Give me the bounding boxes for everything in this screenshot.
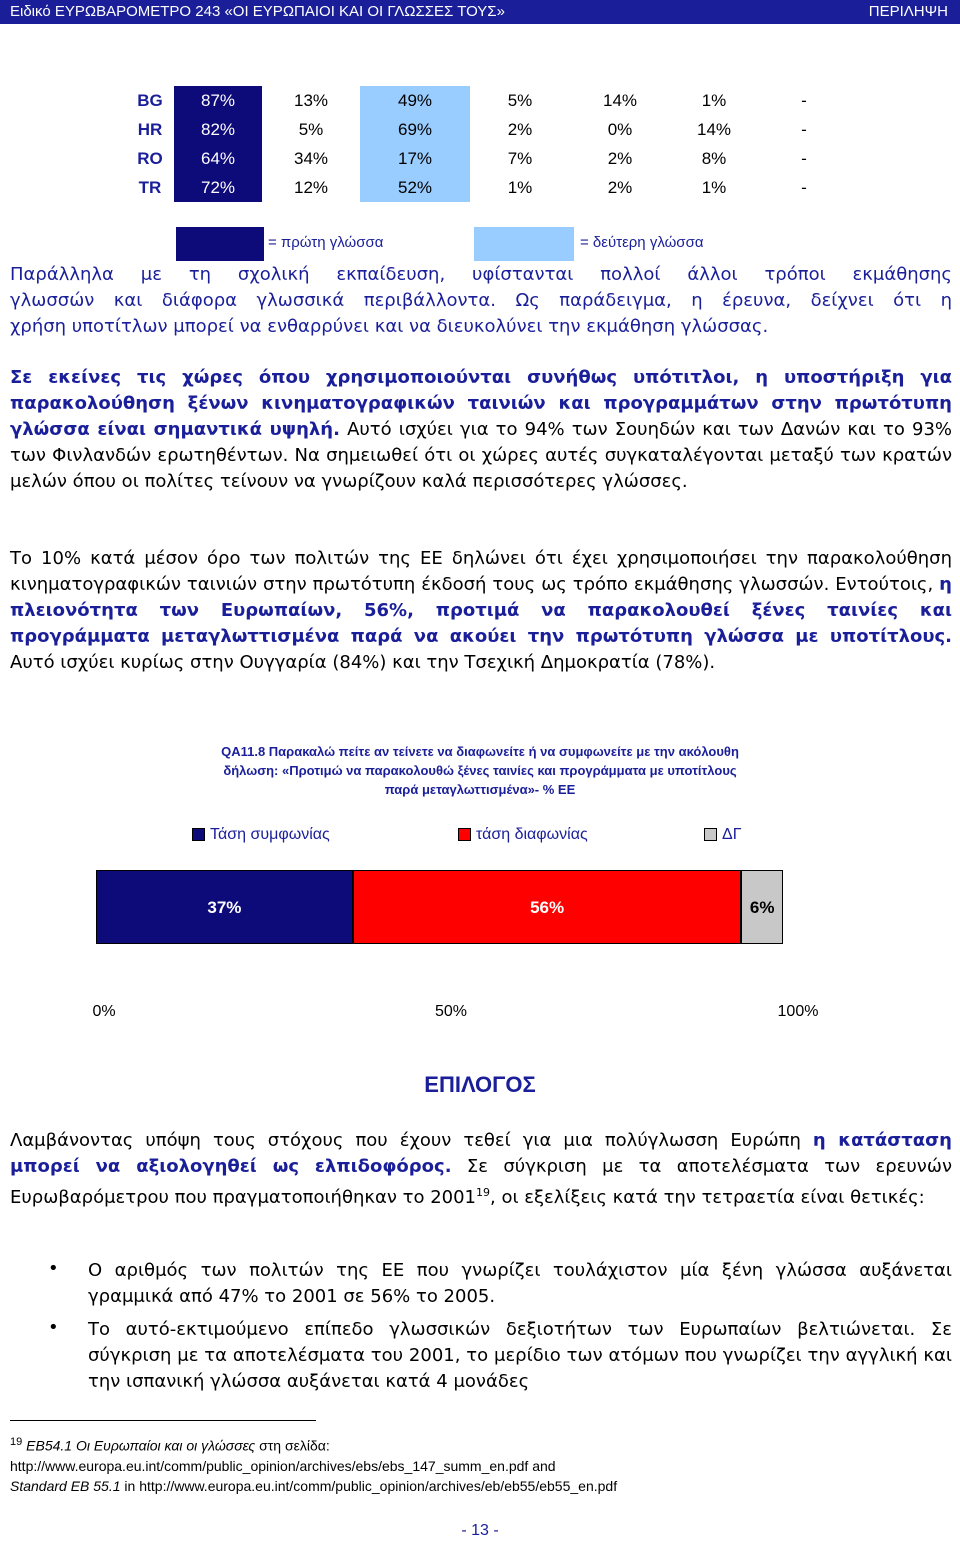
bullet-item-1: Ο αριθμός των πολιτών της ΕΕ που γνωρίζει τουλάχιστον μία ξένη γλώσσα αυξάνεται γραμμικά από 47% το 2001 σε 56% το 2005. — [88, 1260, 952, 1307]
footnote-rule — [10, 1420, 316, 1421]
legend-dk-label: ΔΓ — [722, 826, 742, 843]
header-title: Ειδικό ΕΥΡΩΒΑΡΟΜΕΤΡΟ 243 «ΟΙ ΕΥΡΩΠΑΙΟΙ ΚΑΙ ΟΙ ΓΛΩΣΣΕΣ ΤΟΥΣ» — [10, 3, 505, 20]
footnote-in: in — [120, 1477, 140, 1494]
bar-segment — [741, 870, 783, 944]
bar-value-label: 37% — [207, 898, 242, 917]
question-line3: παρά μεταγλωττισμένα»- % ΕΕ — [384, 782, 576, 797]
para3-start: Το 10% κατά μέσον όρο των πολιτών της ΕΕ δηλώνει ότι έχει χρησιμοποιήσει την παρακολούθηση κινηματογραφικών ταινιών στην πρωτότυπη έκδοσή τους ως τρόπο εκμάθησης γλωσσών. Εντούτοις, — [10, 548, 952, 595]
bar-value-label: 6% — [749, 898, 775, 917]
second-language-swatch — [474, 227, 574, 261]
legend-disagree-swatch — [458, 828, 471, 841]
bullet-dot-1: • — [48, 1258, 59, 1279]
legend-dk-swatch — [704, 828, 717, 841]
table-cell: 1% — [701, 90, 727, 110]
first-language-swatch — [176, 227, 264, 261]
para2-rest: Αυτό ισχύει για το 94% των Σουηδών και των Δανών και το 93% των Φινλανδών ερωτηθέντων. Να σημειωθεί ότι οι χώρες αυτές συγκαταλέγονται μεταξύ των κρατών μελών όπου οι πολίτες τείνουν να γνωρίζουν καλά περισσότερες γλώσσες. — [10, 419, 953, 492]
table-cell: 7% — [507, 148, 533, 168]
epilogue-title: ΕΠΙΛΟΓΟΣ — [424, 1072, 536, 1097]
table-cell: 5% — [298, 119, 324, 139]
footnote-title: EB54.1 Οι Ευρωπαίοι και οι γλώσσες — [26, 1437, 256, 1454]
country-code: HR — [137, 119, 163, 139]
footnote — [10, 1432, 950, 1496]
table-cell: 82% — [174, 115, 262, 144]
footnote-link-2[interactable]: http://www.europa.eu.int/comm/public_opinion/archives/eb/eb55/eb55_en.pdf — [139, 1477, 618, 1494]
chart-question — [110, 742, 850, 799]
page-number: - 13 - — [461, 1522, 499, 1539]
para3-end: Αυτό ισχύει κυρίως στην Ουγγαρία (84%) και την Τσεχική Δημοκρατία (78%). — [10, 652, 716, 673]
country-code: RO — [137, 148, 163, 168]
legend-disagree-label: τάση διαφωνίας — [476, 826, 588, 843]
table-cell: 2% — [607, 177, 633, 197]
page-header — [0, 0, 960, 24]
table-cell: 64% — [174, 144, 262, 173]
table-cell: 14% — [602, 90, 638, 110]
table-cell: 13% — [293, 90, 329, 110]
legend-disagree — [458, 826, 588, 844]
paragraph-subtitles-intro — [10, 262, 952, 340]
paragraph-subtitle-countries — [10, 365, 952, 495]
table-cell: 72% — [174, 173, 262, 202]
axis-tick-label: 100% — [777, 1003, 819, 1020]
bullet-item-2: Το αυτό-εκτιμούμενο επίπεδο γλωσσικών δεξιοτήτων των Ευρωπαίων βελτιώνεται. Σε σύγκριση με τα αποτελέσματα του 2001, το μερίδιο των ατόμων που γνωρίζει την αγγλική και την ισπανική γλώσσα αυξάνεται κατά 4 μονάδες — [88, 1319, 952, 1392]
table-row — [126, 144, 850, 173]
footnote-ref: 19 — [476, 1186, 491, 1199]
legend-agree-swatch — [192, 828, 205, 841]
table-cell: 5% — [507, 90, 533, 110]
para2-bold: Σε εκείνες τις χώρες όπου χρησιμοποιούνται συνήθως υπότιτλοι, η υποστήριξη για παρακολούθηση ξένων κινηματογραφικών ταινιών και προγραμμάτων στην πρωτότυπη γλώσσα είναι σημαντικά υψηλή. — [10, 367, 952, 440]
country-code: BG — [137, 90, 163, 110]
legend-dk — [704, 826, 742, 844]
table-cell: 1% — [701, 177, 727, 197]
epilogue-bold: η κατάσταση μπορεί να αξιολογηθεί ως ελπιδοφόρος. — [10, 1130, 952, 1177]
epilogue-end: , οι εξελίξεις κατά την τετραετία είναι θετικές: — [490, 1187, 925, 1208]
table-cell: 17% — [360, 144, 470, 173]
footnote-after-title: στη σελίδα: — [255, 1437, 330, 1454]
table-cell: 8% — [701, 148, 727, 168]
table-cell: 1% — [507, 177, 533, 197]
table-cell: - — [801, 177, 807, 197]
table-cell: - — [801, 90, 807, 110]
bar-segment — [96, 870, 353, 944]
first-language-label: = πρώτη γλώσσα — [268, 234, 384, 251]
table-row — [126, 86, 850, 115]
table-row — [126, 173, 850, 202]
table-cell: - — [801, 148, 807, 168]
second-language-label: = δεύτερη γλώσσα — [580, 234, 704, 251]
language-table — [126, 86, 850, 202]
paragraph-dubbing-preference — [10, 546, 952, 676]
header-section: ΠΕΡΙΛΗΨΗ — [868, 3, 948, 20]
bullet-dot-2: • — [48, 1317, 59, 1338]
table-cell: 52% — [360, 173, 470, 202]
table-cell: 2% — [607, 148, 633, 168]
epilogue-paragraph — [10, 1128, 952, 1211]
table-cell: 34% — [293, 148, 329, 168]
bar-value-label: 56% — [530, 898, 565, 917]
footnote-standard: Standard EB 55.1 — [10, 1477, 121, 1494]
bar-segment — [353, 870, 742, 944]
para1-line3: χρήση υποτίτλων μπορεί να ενθαρρύνει και να διευκολύνει την εκμάθηση γλώσσας. — [10, 316, 769, 337]
legend-agree-label: Τάση συμφωνίας — [210, 826, 330, 843]
table-cell: - — [801, 119, 807, 139]
epilogue-mid: Σε σύγκριση με τα αποτελέσματα των ερευνών Ευρωβαρόμετρου που πραγματοποιήθηκαν το 2001 — [10, 1156, 952, 1208]
footnote-and: and — [528, 1457, 556, 1474]
table-cell: 87% — [174, 86, 262, 115]
epilogue-start: Λαμβάνοντας υπόψη τους στόχους που έχουν τεθεί για μια πολύγλωσση Ευρώπη — [10, 1130, 813, 1151]
para3-bold: η πλειονότητα των Ευρωπαίων, 56%, προτιμά να παρακολουθεί ξένες ταινίες και προγράμματα μεταγλωττισμένα παρά να ακούει την πρωτότυπη γλώσσα με υποτίτλους. — [10, 574, 952, 647]
table-cell: 0% — [607, 119, 633, 139]
table-row — [126, 115, 850, 144]
table-cell: 49% — [360, 86, 470, 115]
para1-line2: γλωσσών και διάφορα γλωσσικά περιβάλλοντα. Ως παράδειγμα, η έρευνα, δείχνει ότι η — [10, 290, 952, 311]
legend-agree — [192, 826, 330, 844]
table-cell: 2% — [507, 119, 533, 139]
table-cell: 14% — [696, 119, 732, 139]
footnote-number: 19 — [10, 1436, 23, 1448]
question-line1: QA11.8 Παρακαλώ πείτε αν τείνετε να διαφωνείτε ή να συμφωνείτε με την ακόλουθη — [221, 744, 739, 759]
footnote-link-1[interactable]: http://www.europa.eu.int/comm/public_opinion/archives/ebs/ebs_147_summ_en.pdf — [10, 1457, 529, 1474]
question-line2: δήλωση: «Προτιμώ να παρακολουθώ ξένες ταινίες και προγράμματα με υποτίτλους — [223, 763, 737, 778]
axis-tick-label: 0% — [92, 1003, 116, 1020]
axis-tick-label: 50% — [434, 1003, 468, 1020]
table-cell: 69% — [360, 115, 470, 144]
para1-line1: Παράλληλα με τη σχολική εκπαίδευση, υφίστανται πολλοί άλλοι τρόποι εκμάθησης — [10, 264, 952, 285]
country-code: TR — [138, 177, 162, 197]
table-cell: 12% — [293, 177, 329, 197]
